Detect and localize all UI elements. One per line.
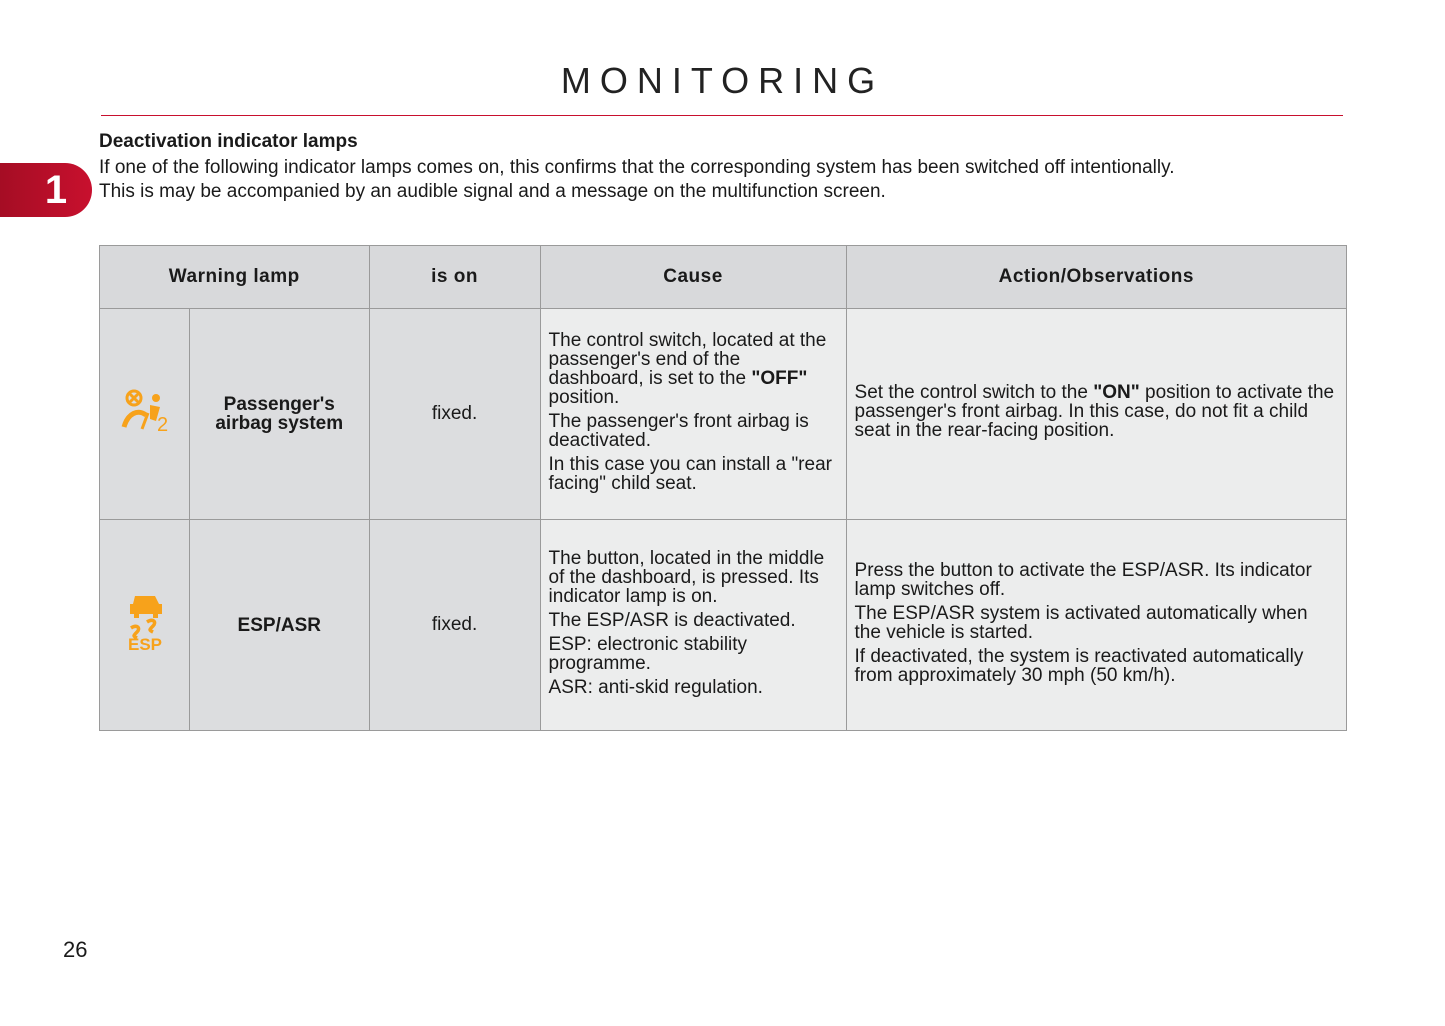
lamp-name: Passenger's airbag system: [190, 309, 370, 520]
passenger-airbag-off-icon: [120, 389, 170, 433]
table-header-row: [100, 246, 1347, 309]
indicator-table: [99, 245, 1347, 731]
svg-text:ESP: ESP: [127, 635, 162, 652]
lamp-state: fixed.: [369, 309, 540, 520]
page-title: MONITORING: [560, 60, 885, 101]
chapter-tab: 1: [0, 163, 92, 217]
esp-off-icon: [125, 592, 165, 652]
header-action: Action/Observations: [846, 246, 1346, 309]
header-warning-lamp: Warning lamp: [100, 246, 370, 309]
lamp-icon-cell: [100, 309, 190, 520]
intro-line: This is may be accompanied by an audible signal and a message on the multifunction screen.: [99, 181, 886, 202]
cause-cell: The control switch, located at the passenger's end of the dashboard, is set to the "OFF" position. The passenger's front airbag is deactivated. In this case you can install a "rear facing" child seat.: [540, 309, 846, 520]
page-number: 26: [63, 937, 88, 962]
action-cell: Set the control switch to the "ON" position to activate the passenger's front airbag. In this case, do not fit a child seat in the rear-facing position.: [846, 309, 1346, 520]
action-cell: Press the button to activate the ESP/ASR. Its indicator lamp switches off. The ESP/ASR system is activated automatically when the vehicle is started. If deactivated, the system is reactivated automatically from approximately 30 mph (50 km/h).: [846, 520, 1346, 731]
intro-line: If one of the following indicator lamps comes on, this confirms that the corresponding system has been switched off intentionally.: [99, 157, 1175, 178]
table-row: [100, 309, 1347, 520]
section-heading: Deactivation indicator lamps: [99, 131, 358, 152]
cause-cell: The button, located in the middle of the dashboard, is pressed. Its indicator lamp is on. The ESP/ASR is deactivated. ESP: electronic stability programme. ASR: anti-skid regulation.: [540, 520, 846, 731]
title-divider: [101, 115, 1343, 116]
header-is-on: is on: [369, 246, 540, 309]
header-cause: Cause: [540, 246, 846, 309]
lamp-icon-cell: [100, 520, 190, 731]
svg-text:2: 2: [156, 414, 168, 433]
lamp-name: ESP/ASR: [190, 520, 370, 731]
intro-text: [99, 156, 1174, 204]
table-row: [100, 520, 1347, 731]
lamp-state: fixed.: [369, 520, 540, 731]
